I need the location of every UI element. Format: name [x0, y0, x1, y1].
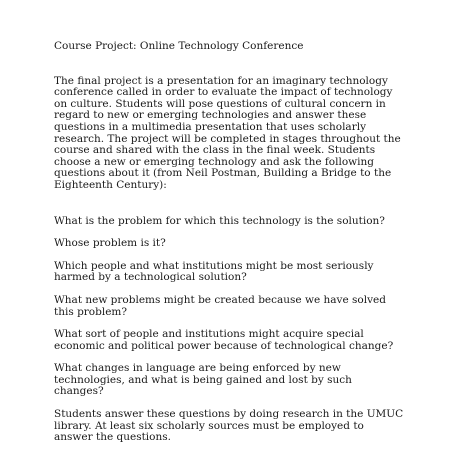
closing-line: library. At least six scholarly sources must be employed to	[54, 419, 364, 432]
intro-line: course and shared with the class in the final week. Students	[54, 144, 376, 157]
question-line: What changes in language are being enforced by new	[54, 362, 341, 375]
question-line: Whose problem is it?	[54, 237, 166, 250]
intro-line: research. The project will be completed in stages throughout the	[54, 132, 401, 145]
intro-line: questions in a multimedia presentation that uses scholarly	[54, 120, 367, 133]
document-title: Course Project: Online Technology Conference	[54, 40, 304, 52]
question-line: harmed by a technological solution?	[54, 271, 247, 284]
question-line: economic and political power because of technological change?	[54, 339, 394, 352]
question-paragraph	[54, 363, 404, 398]
question-line: Which people and what institutions might be most seriously	[54, 259, 374, 272]
question-paragraph	[54, 216, 404, 228]
question-paragraph	[54, 329, 404, 352]
intro-line: questions about it (from Neil Postman, Building a Bridge to the	[54, 167, 392, 180]
intro-line: regard to new or emerging technologies and answer these	[54, 109, 367, 122]
document-body	[54, 41, 404, 444]
closing-line: answer the questions.	[54, 431, 171, 444]
question-paragraph	[54, 295, 404, 318]
question-line: this problem?	[54, 305, 128, 318]
question-paragraph	[54, 261, 404, 284]
intro-line: Eighteenth Century):	[54, 178, 167, 191]
question-line: technologies, and what is being gained and lost by such	[54, 373, 352, 386]
intro-line: on culture. Students will pose questions of cultural concern in	[54, 97, 386, 110]
question-paragraph	[54, 238, 404, 250]
question-line: What new problems might be created because we have solved	[54, 293, 386, 306]
question-line: What sort of people and institutions might acquire special	[54, 328, 364, 341]
closing-paragraph	[54, 409, 404, 444]
intro-paragraph	[54, 76, 404, 192]
question-line: changes?	[54, 385, 104, 398]
question-line: What is the problem for which this technology is the solution?	[54, 214, 385, 227]
intro-line: conference called in order to evaluate the impact of technology	[54, 86, 393, 99]
closing-line: Students answer these questions by doing research in the UMUC	[54, 408, 404, 421]
intro-line: The final project is a presentation for an imaginary technology	[54, 74, 388, 87]
intro-line: choose a new or emerging technology and ask the following	[54, 155, 374, 168]
